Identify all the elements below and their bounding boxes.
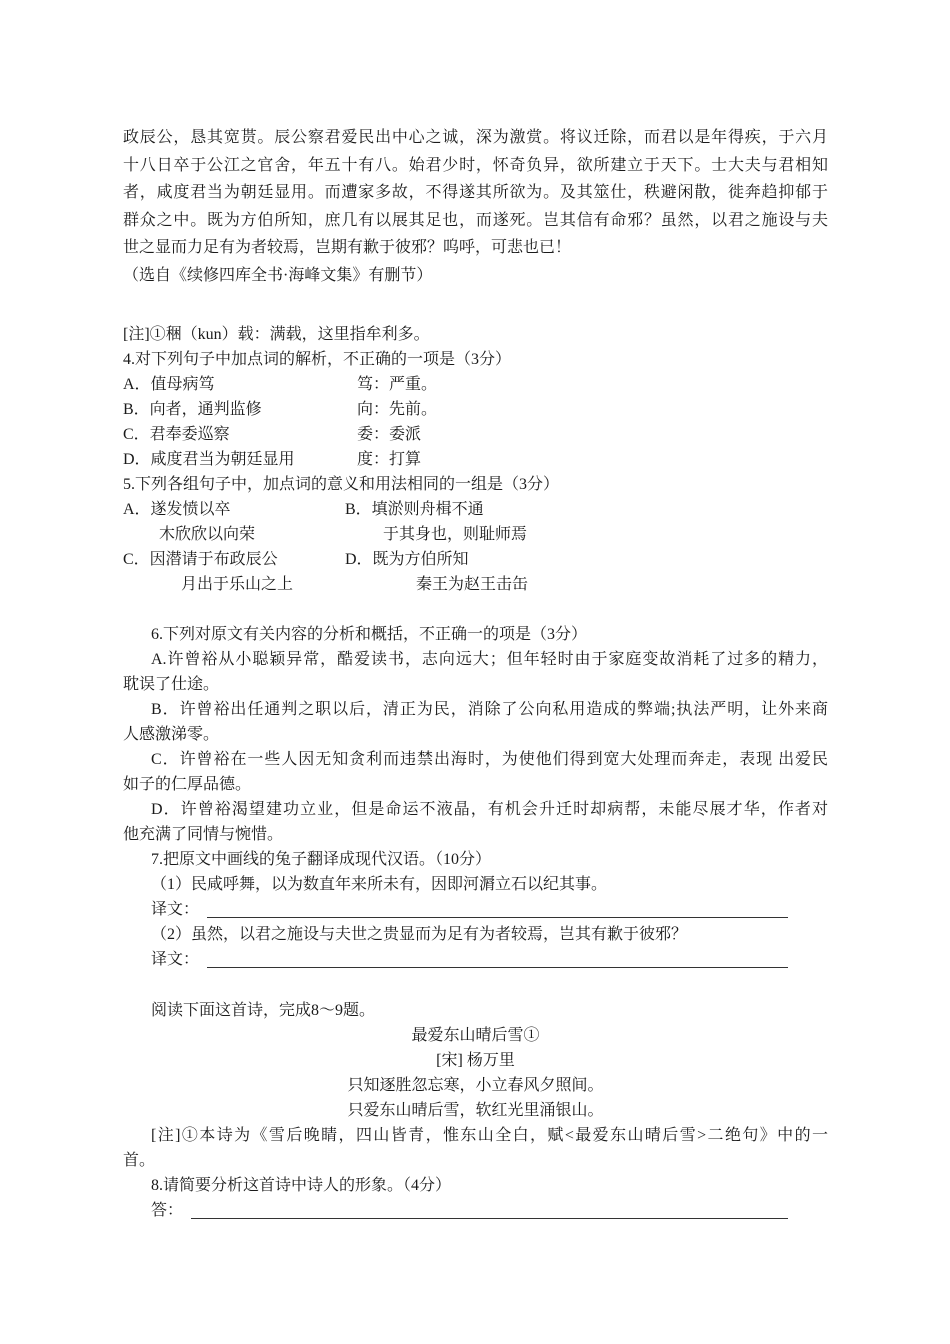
option-row [123, 397, 828, 422]
option-line: 人感激涕零。 [123, 726, 220, 743]
option-row [123, 497, 828, 522]
option-row [123, 422, 828, 447]
poem-title: 最爱东山晴后雪① [411, 1027, 540, 1044]
body-text-line: 世之显而力足有为者较焉，岂期有歉于彼邪？呜呼，可悲也已！ [123, 239, 572, 256]
answer-label: 答： [151, 1202, 184, 1219]
note-line: [注]①本诗为《雪后晚睛，四山皆青，惟东山全白，赋<最爱东山晴后雪>二绝句》中的一 [151, 1127, 828, 1144]
option-left: A．值母病笃 [123, 376, 215, 393]
option-right: 笃：严重。 [357, 376, 438, 393]
option-left: 木欣欣以向荣 [159, 526, 256, 543]
option-line: A.许曾裕从小聪颖异常，酷爱读书，志向远大；但年轻时由于家庭变故消耗了过多的精力， [151, 651, 828, 668]
body-text-line: 十八日卒于公江之官舍，年五十有八。始君少时，怀奇负异，欲所建立于天下。士大夫与君相知 [123, 156, 828, 174]
poem-author: [宋] 杨万里 [436, 1052, 515, 1069]
option-line: D．许曾裕渴望建功立业，但是命运不液晶，有机会升迁时却病帮，未能尽展才华，作者对 [151, 801, 828, 818]
option-row [123, 547, 828, 572]
answer-blank-underline [207, 897, 788, 918]
option-left: A．遂发愤以卒 [123, 501, 231, 518]
spacer [123, 972, 828, 998]
option-line: 如子的仁厚品德。 [123, 776, 252, 793]
answer-blank-underline [191, 1198, 788, 1219]
option-left: C．因潜请于布政辰公 [123, 551, 278, 568]
answer-line [123, 897, 828, 922]
option-right: 向：先前。 [357, 401, 438, 418]
option-line: 他充满了同情与惋惜。 [123, 826, 284, 843]
option-right: 于其身也，则耻师焉 [383, 526, 528, 543]
option-right: 委：委派 [357, 426, 422, 443]
answer-line [123, 1198, 828, 1223]
poem-line: 只知逐胜忽忘寒，小立春风夕照间。 [347, 1077, 604, 1094]
option-row [123, 572, 828, 597]
option-left: B．向者，通判监修 [123, 401, 262, 418]
option-line: 耽误了仕途。 [123, 676, 220, 693]
note-line: [注]①稇（kun）载：满载，这里指牟利多。 [123, 326, 430, 343]
spacer [123, 597, 828, 622]
option-right: B．填淤则舟楫不通 [345, 501, 484, 518]
option-line: C．许曾裕在一些人因无知贪利而违禁出海时，为使他们得到宽大处理而奔走，表现 出爱民 [151, 751, 828, 768]
option-line: B．许曾裕出任通判之职以后，清正为民，消除了公向私用造成的弊端;执法严明，让外来商 [151, 701, 828, 718]
body-text-line: 者，咸度君当为朝廷显用。而遭家多故，不得遂其所欲为。及其筮仕，秩避闲散，徙奔趋抑郁于 [123, 184, 828, 201]
answer-blank-underline [207, 947, 788, 968]
answer-line [123, 947, 828, 972]
question-line: 8.请简要分析这首诗中诗人的形象。（4分） [151, 1177, 452, 1194]
sub-question-line: （2）虽然，以君之施设与夫世之贵显而为足有为者较焉，岂其有歉于彼邪？ [151, 926, 688, 943]
note-line: 首。 [123, 1152, 156, 1169]
option-left: D．咸度君当为朝廷显用 [123, 451, 295, 468]
answer-label: 译文： [151, 951, 200, 968]
option-row [123, 522, 828, 547]
source-line: （选自《续修四库全书·海峰文集》有删节） [123, 266, 433, 284]
option-left: C．君奉委巡察 [123, 426, 230, 443]
answer-label: 译文： [151, 901, 200, 918]
body-text-line: 群众之中。既为方伯所知，庶几有以展其足也，而遂死。岂其信有命邪？虽然，以君之施设与夫 [123, 211, 828, 229]
option-right: 度：打算 [357, 451, 422, 468]
sub-question-line: （1）民咸呼舞，以为数直年来所未有，因即河漘立石以纪其事。 [151, 876, 608, 893]
option-left: 月出于乐山之上 [181, 576, 294, 593]
option-right: 秦王为赵王击缶 [416, 576, 529, 593]
body-text-line: 政辰公，恳其宽贳。辰公察君爱民出中心之诚，深为激赏。将议迁除，而君以是年得疾，于六月 [123, 129, 828, 146]
question-line: 5.下列各组句子中，加点词的意义和用法相同的一组是（3分） [123, 476, 560, 493]
question-line: 7.把原文中画线的兔子翻译成现代汉语。（10分） [151, 851, 492, 868]
spacer [123, 289, 828, 322]
question-line: 4.对下列句子中加点词的解析，不正确的一项是（3分） [123, 351, 512, 368]
option-row [123, 372, 828, 397]
instruction-line: 阅读下面这首诗，完成8～9题。 [151, 1002, 376, 1019]
poem-line: 只爱东山晴后雪，软红光里涌银山。 [347, 1102, 604, 1119]
document-content [123, 124, 828, 1223]
question-line: 6.下列对原文有关内容的分析和概括，不正确一的项是（3分） [151, 626, 588, 643]
option-row [123, 447, 828, 472]
option-right: D．既为方伯所知 [345, 551, 469, 568]
